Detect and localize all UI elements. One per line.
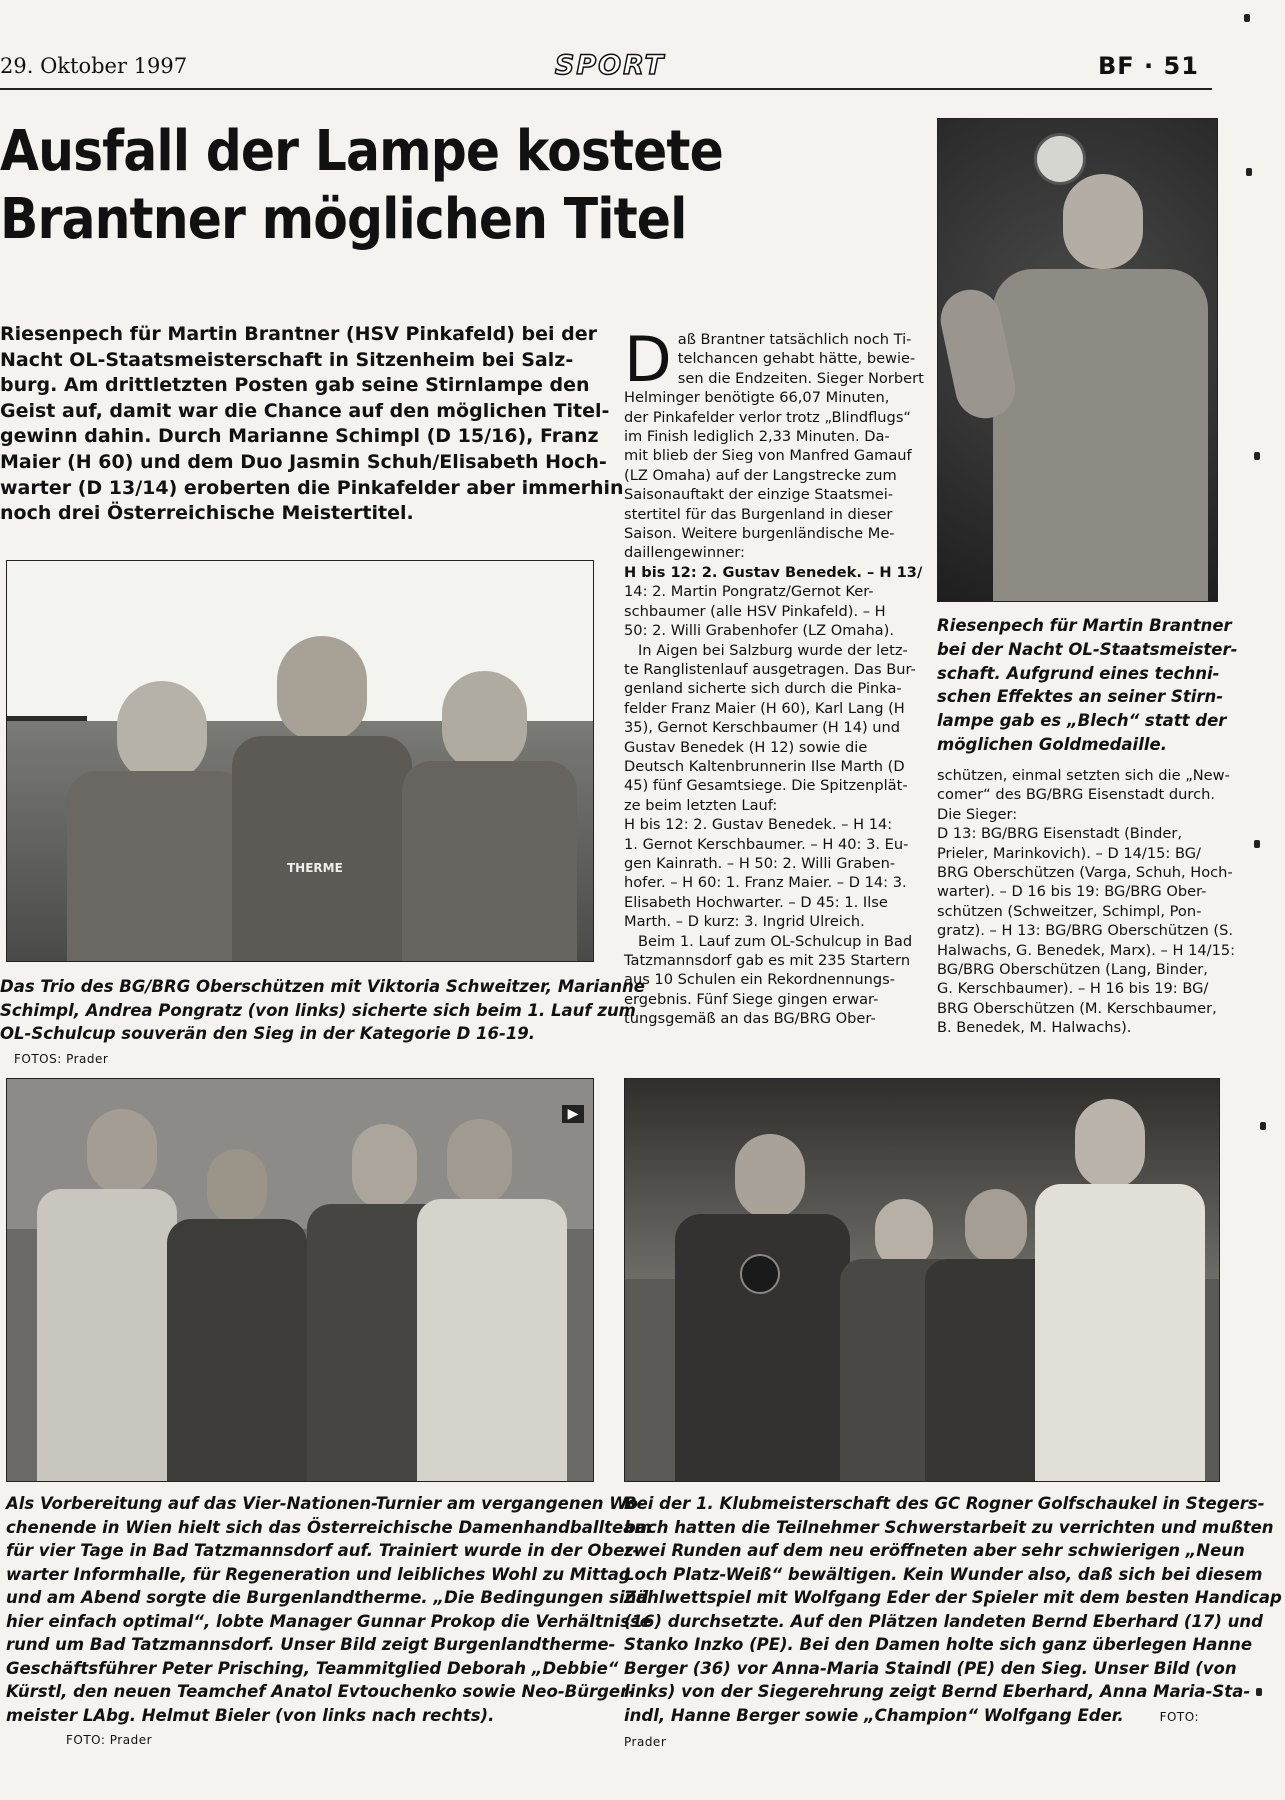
photo-credit: FOTO: Prader [624,1709,1200,1749]
caption-line: schaft. Aufgrund eines techni- [937,663,1220,683]
body-line: hofer. – H 60: 1. Franz Maier. – D 14: 3. [624,874,907,892]
caption-line: indl, Hanne Berger sowie „Champion“ Wolfgang Eder. [624,1705,1124,1725]
body-line: D 13: BG/BRG Eisenstadt (Binder, [937,825,1182,843]
body-line: Saisonauftakt der einzige Staatsmei- [624,486,894,504]
body-line: Saison. Weitere burgenländische Me- [624,525,895,543]
article-body-column-1 [624,323,924,1029]
body-line: Prieler, Marinkovich). – D 14/15: BG/ [937,844,1201,862]
body-line: daillengewinner: [624,544,745,562]
caption-line: für vier Tage in Bad Tatzmannsdorf auf. Trainiert wurde in der Ober- [6,1541,640,1560]
scan-mark [1256,1688,1262,1696]
body-line: Deutsch Kaltenbrunnerin Ilse Marth (D [624,757,905,775]
photo-handball-group [6,1078,594,1482]
body-line: schützen (Schweitzer, Schimpl, Pon- [937,902,1202,920]
caption-line: Loch Platz-Weiß“ bewältigen. Kein Wunder also, daß sich bei diesem [624,1564,1263,1584]
body-line: felder Franz Maier (H 60), Karl Lang (H [624,699,905,717]
lead-line: noch drei Österreichische Meistertitel. [0,502,414,525]
caption-line: Kürstl, den neuen Teamchef Anatol Evtouchenko sowie Neo-Bürger- [6,1682,636,1701]
caption-line: zwei Runden auf dem neu eröffneten aber sehr schwierigen „Neun [624,1541,1245,1560]
body-line: gen Kainrath. – H 50: 2. Willi Graben- [624,854,896,872]
body-line: 1. Gernot Kerschbaumer. – H 40: 3. Eu- [624,835,909,853]
body-line: schbaumer (alle HSV Pinkafeld). – H [624,602,886,620]
photo-handball-caption [6,1492,652,1753]
body-line: aß Brantner tatsächlich noch Ti- [677,331,912,348]
caption-line: (16) durchsetzte. Auf den Plätzen landeten Bernd Eberhard (17) und [624,1611,1263,1631]
caption-line: chenende in Wien hielt sich das Österreichische Damenhandballteam [6,1517,652,1537]
body-line: te Ranglistenlauf ausgetragen. Das Bur- [624,660,916,678]
lead-line: Maier (H 60) und dem Duo Jasmin Schuh/Elisabeth Hoch- [0,450,607,473]
lead-line: Geist auf, damit war die Chance auf den möglichen Titel- [0,399,610,422]
photo-golf-winners [624,1078,1220,1482]
lead-line: Nacht OL-Staatsmeisterschaft in Sitzenheim bei Salz- [0,348,574,371]
caption-line: meister LAbg. Helmut Bieler (von links nach rechts). [6,1705,495,1725]
caption-line: Als Vorbereitung auf das Vier-Nationen-Turnier am vergangenen Wo- [6,1494,645,1513]
body-line: BG/BRG Oberschützen (Lang, Binder, [937,961,1208,979]
caption-line: möglichen Goldmedaille. [937,734,1167,754]
body-line: In Aigen bei Salzburg wurde der letz- [638,641,908,659]
body-line: telchancen gehabt hätte, bewie- [677,350,916,368]
body-line: Gustav Benedek (H 12) sowie die [624,738,868,756]
body-line: mit blieb der Sieg von Manfred Gamauf [624,447,912,465]
body-line: schützen, einmal setzten sich die „New- [937,767,1230,784]
scan-mark [1244,14,1250,22]
scan-mark [1260,1122,1266,1130]
caption-line: links) von der Siegerehrung zeigt Bernd Eberhard, Anna Maria-Sta- [624,1682,1251,1701]
running-man-icon: ▶ [562,1105,584,1123]
lead-line: gewinn dahin. Durch Marianne Schimpl (D 15/16), Franz [0,425,599,448]
caption-line: bach hatten die Teilnehmer Schwerstarbeit zu verrichten und mußten [624,1517,1274,1537]
caption-line: warter Informhalle, für Regeneration und leibliches Wohl zu Mittag [6,1564,631,1584]
caption-line: und am Abend sorgte die Burgenlandtherme. „Die Bedingungen sind [6,1588,649,1607]
body-line: BRG Oberschützen (M. Kerschbaumer, [937,999,1217,1017]
body-line: 35), Gernot Kerschbaumer (H 14) und [624,719,901,737]
drop-cap: D [624,323,672,396]
body-line: aus 10 Schulen ein Rekordnennungs- [624,971,895,989]
issue-date: 29. Oktober 1997 [0,54,188,78]
body-line: tungsgemäß an das BG/BRG Ober- [624,1010,876,1028]
body-line: comer“ des BG/BRG Eisenstadt durch. [937,786,1216,804]
body-line: stertitel für das Burgenland in dieser [624,505,893,523]
caption-line: Berger (36) vor Anna-Maria Staindl (PE) den Sieg. Unser Bild (von [624,1658,1237,1678]
body-line: Tatzmannsdorf gab es mit 235 Startern [624,952,911,969]
photo-brantner [937,118,1218,602]
body-line: BRG Oberschützen (Varga, Schuh, Hoch- [937,864,1233,882]
caption-line: Riesenpech für Martin Brantner [937,616,1232,635]
header-rule [0,88,1212,90]
body-line: Marth. – D kurz: 3. Ingrid Ulreich. [624,913,865,931]
article-body-column-2 [937,766,1236,1038]
caption-line: Stanko Inzko (PE). Bei den Damen holte sich ganz überlegen Hanne [624,1635,1253,1654]
body-line: gratz). – H 13: BG/BRG Oberschützen (S. [937,922,1234,940]
photo-credit: FOTO: Prader [66,1733,153,1747]
body-line: warter). – D 16 bis 19: BG/BRG Ober- [937,883,1207,901]
caption-line: schen Effektes an seiner Stirn- [937,687,1224,707]
vest-logo: THERME [287,861,343,875]
photo-trio-caption [0,975,645,1071]
body-line: ze beim letzten Lauf: [624,796,778,814]
body-line: Beim 1. Lauf zum OL-Schulcup in Bad [638,932,913,950]
photo-brantner-caption [937,614,1238,757]
lead-line: warter (D 13/14) eroberten die Pinkafelder aber immerhin [0,476,624,499]
caption-line: Bei der 1. Klubmeisterschaft des GC Rogner Golfschaukel in Stegers- [624,1494,1265,1513]
photo-credit: FOTOS: Prader [14,1051,109,1066]
caption-line: Schimpl, Andrea Pongratz (von links) sicherte sich beim 1. Lauf zum [0,1000,636,1020]
lead-paragraph [0,322,624,527]
lead-line: burg. Am drittletzten Posten gab seine Stirnlampe den [0,374,590,397]
body-line: sen die Endzeiten. Sieger Norbert [677,369,924,387]
body-line: genland sicherte sich durch die Pinka- [624,680,902,698]
body-line: B. Benedek, M. Halwachs). [937,1019,1132,1037]
body-line: im Finish lediglich 2,33 Minuten. Da- [624,428,890,446]
body-line: Helminger benötigte 66,07 Minuten, [624,389,890,407]
caption-line: Das Trio des BG/BRG Oberschützen mit Viktoria Schweitzer, Marianne [0,977,645,996]
body-line: H bis 12: 2. Gustav Benedek. – H 14: [624,816,893,834]
lead-line: Riesenpech für Martin Brantner (HSV Pinkafeld) bei der [0,323,597,345]
caption-line: bei der Nacht OL-Staatsmeister- [937,639,1238,659]
body-line: der Pinkafelder verlor trotz „Blindflugs“ [624,408,911,426]
caption-line: Geschäftsführer Peter Prisching, Teammitglied Deborah „Debbie“ [6,1658,619,1678]
scan-mark [1254,840,1260,848]
body-line: G. Kerschbaumer). – H 16 bis 19: BG/ [937,980,1209,998]
caption-line: Zählwettspiel mit Wolfgang Eder der Spieler mit dem besten Handicap [624,1588,1282,1607]
headline-line-1: Ausfall der Lampe kostete [0,119,723,184]
body-line: 45) fünf Gesamtsiege. Die Spitzenplät- [624,777,908,795]
caption-line: OL-Schulcup souverän den Sieg in der Kategorie D 16-19. [0,1024,536,1043]
body-line: ergebnis. Fünf Siege gingen erwar- [624,990,879,1008]
body-line: 50: 2. Willi Grabenhofer (LZ Omaha). [624,622,894,640]
page-number: BF · 51 [1098,52,1199,80]
caption-line: lampe gab es „Blech“ statt der [937,711,1227,731]
caption-line: rund um Bad Tatzmannsdorf. Unser Bild zeigt Burgenlandtherme- [6,1635,616,1654]
body-line: Elisabeth Hochwarter. – D 45: 1. Ilse [624,893,888,911]
scan-mark [1254,452,1260,460]
headline [0,118,828,254]
body-line: H bis 12: 2. Gustav Benedek. – H 13/ [624,563,923,581]
body-line: Die Sieger: [937,805,1018,823]
trophy-icon [740,1254,780,1294]
body-line: 14: 2. Martin Pongratz/Gernot Ker- [624,583,874,601]
headline-line-2: Brantner möglichen Titel [0,187,687,252]
photo-golf-caption [624,1492,1282,1755]
body-line: (LZ Omaha) auf der Langstrecke zum [624,466,897,484]
section-title: SPORT [554,50,666,81]
photo-trio [6,560,594,962]
caption-line: hier einfach optimal“, lobte Manager Gunnar Prokop die Verhältnisse [6,1611,651,1631]
scan-mark [1246,168,1252,176]
body-line: Halwachs, G. Benedek, Marx). – H 14/15: [937,941,1236,959]
headlamp [1034,133,1086,185]
